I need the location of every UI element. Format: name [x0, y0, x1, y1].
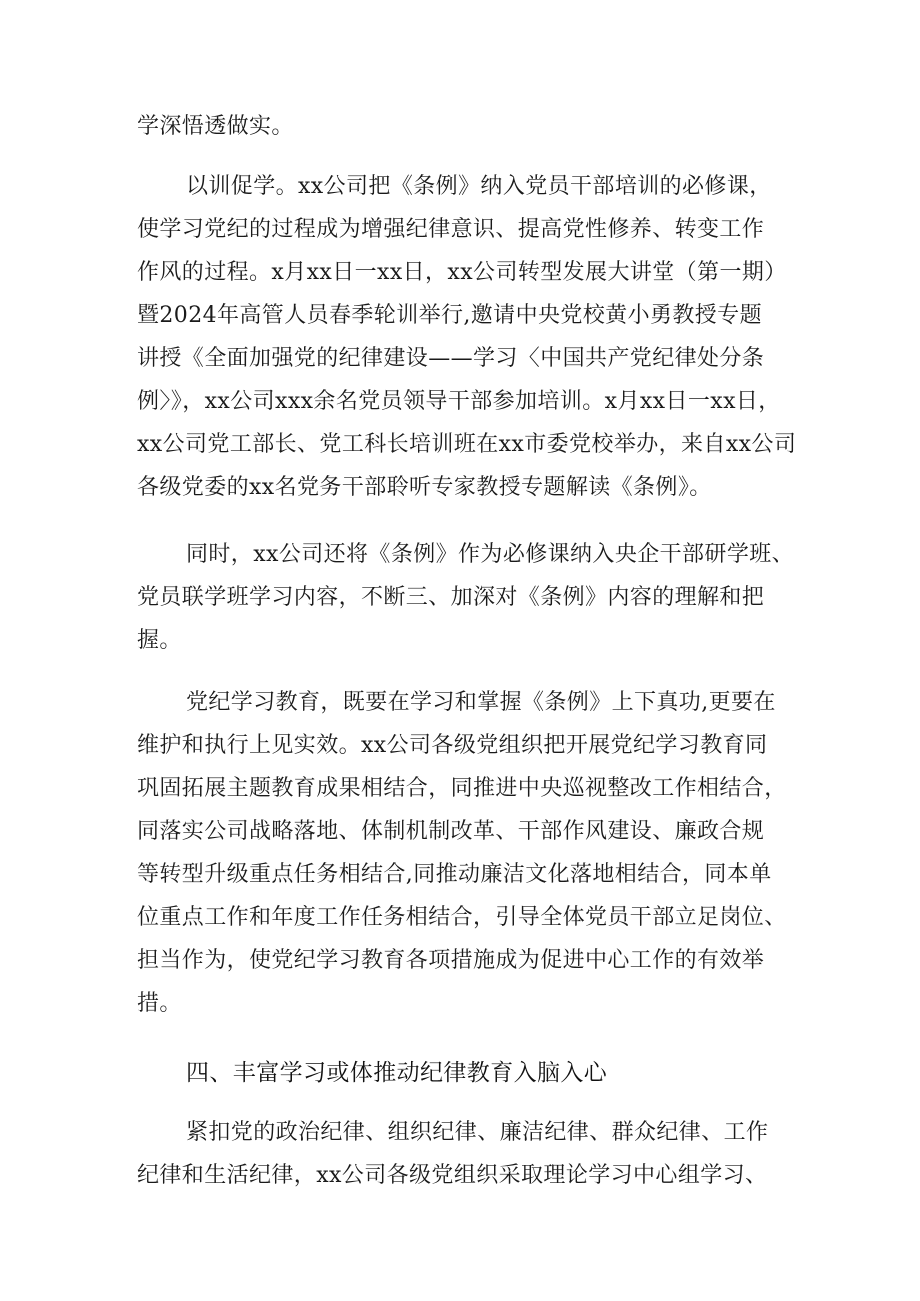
text-line: 握。: [137, 628, 182, 653]
text-line: 以训促学。xx公司把《条例》纳入党员干部培训的必修课，: [186, 174, 772, 199]
text-line: 同时，xx公司还将《条例》作为必修课纳入央企干部研学班、: [186, 542, 795, 567]
text-line: xx公司党工部长、党工科长培训班在xx市委党校举办，来自xx公司: [137, 432, 797, 457]
text-line: 同落实公司战略落地、体制机制改革、干部作风建设、廉政合规: [137, 819, 765, 844]
text-line: 使学习党纪的过程成为增强纪律意识、提高党性修养、转变工作: [137, 217, 765, 242]
text-line: 担当作为，使党纪学习教育各项措施成为促进中心工作的有效举: [137, 948, 765, 973]
text-line: 讲授《全面加强党的纪律建设——学习〈中国共产党纪律处分条: [137, 346, 765, 371]
text-line: 党纪学习教育，既要在学习和掌握《条例》上下真功,更要在: [186, 690, 776, 715]
text-line: 暨2024年高管人员春季轮训举行,邀请中央党校黄小勇教授专题: [137, 303, 762, 328]
text-line: 党员联学班学习内容，不断三、加深对《条例》内容的理解和把: [137, 585, 765, 610]
text-line: 各级党委的xx名党务干部聆听专家教授专题解读《条例》。: [137, 475, 712, 500]
text-line: 纪律和生活纪律，xx公司各级党组织采取理论学习中心组学习、: [137, 1163, 768, 1188]
text-line: 作风的过程。x月xx日一xx日，xx公司转型发展大讲堂（第一期）: [137, 260, 787, 285]
text-line: 等转型升级重点任务相结合,同推动廉洁文化落地相结合，同本单: [137, 862, 772, 887]
text-line: 维护和执行上见实效。xx公司各级党组织把开展党纪学习教育同: [137, 733, 768, 758]
text-line: 措。: [137, 991, 182, 1016]
text-line: 例〉》，xx公司xxx余名党员领导干部参加培训。x月xx日一xx日，: [137, 389, 781, 414]
text-line: 位重点工作和年度工作任务相结合，引导全体党员干部立足岗位、: [137, 905, 787, 930]
text-line: 紧扣党的政治纪律、组织纪律、廉洁纪律、群众纪律、工作: [186, 1120, 769, 1145]
section-heading: 四、丰富学习或体推动纪律教育入脑入心: [186, 1060, 608, 1086]
text-line: 学深悟透做实。: [137, 114, 294, 139]
text-line: 巩固拓展主题教育成果相结合，同推进中央巡视整改工作相结合，: [137, 776, 787, 801]
